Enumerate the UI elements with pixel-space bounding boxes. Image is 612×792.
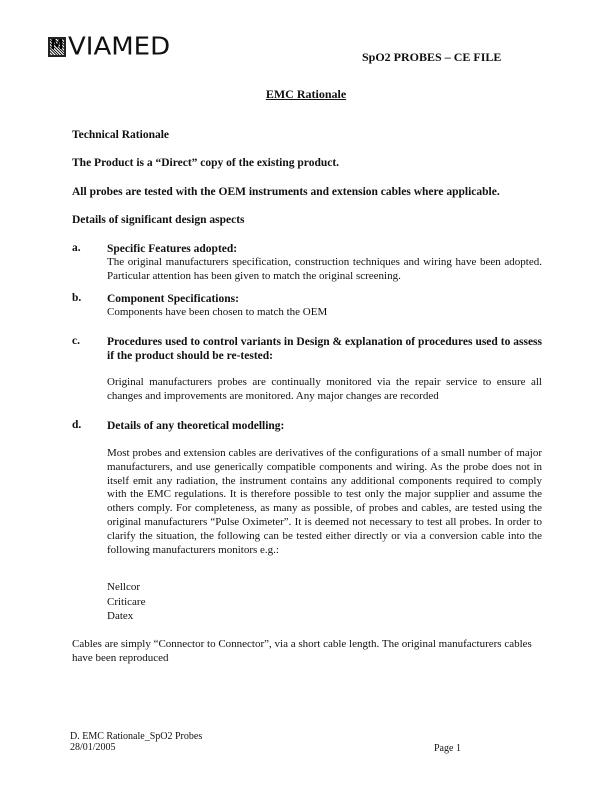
viamed-logo-icon: [48, 37, 66, 57]
item-b-heading: Component Specifications:: [107, 293, 239, 305]
manufacturer-item: Criticare: [107, 595, 146, 608]
manufacturer-list: [107, 580, 145, 624]
item-d-heading: Details of any theoretical modelling:: [107, 420, 285, 432]
footer-filename: D. EMC Rationale_SpO2 Probes: [70, 731, 203, 742]
statement-oem-testing: All probes are tested with the OEM instruments and extension cables where applicable.: [72, 186, 500, 198]
viamed-logo: [48, 34, 170, 60]
item-d-body: Most probes and extension cables are derivatives of the configurations of a small number of major manufacturers, and use generically compatible components and wiring. As the probe does not in itself emit any radiation, the instrument contains any additional components required to comply with the EMC regulations. It is therefore possible to test only the major supplier and assume the others comply. For completeness, as many as possible, of probes and cables, are tested using the original manufacturers “Pulse Oximeter”. It is deemed not necessary to test all probes. In order to clarify the situation, the following can be tested either directly or via a conversion cable into the following manufacturers monitors e.g.:: [107, 447, 542, 556]
header-title: SpO2 PROBES – CE FILE: [362, 50, 502, 64]
item-b-body: Components have been chosen to match the OEM: [107, 306, 328, 318]
item-d-letter: d.: [72, 419, 82, 431]
heading-technical-rationale: Technical Rationale: [72, 129, 170, 141]
logo-text: VIAMED: [68, 32, 171, 62]
footer-date: 28/01/2005: [70, 742, 116, 753]
closing-paragraph: Cables are simply “Connector to Connector”, via a short cable length. The original manufacturers cables have been reproduced: [72, 638, 532, 664]
item-c-body: Original manufacturers probes are continually monitored via the repair service to ensure all changes and improvements are monitored. Any major changes are recorded: [107, 376, 542, 402]
item-c-heading: Procedures used to control variants in Design & explanation of procedures used to assess if the product should be re-tested:: [107, 336, 542, 362]
statement-direct-copy: The Product is a “Direct” copy of the existing product.: [72, 157, 340, 169]
document-title: EMC Rationale: [265, 87, 347, 101]
item-a-letter: a.: [72, 242, 81, 254]
footer-page-number: Page 1: [434, 743, 461, 754]
item-a-body: The original manufacturers specification, construction techniques and wiring have been adopted. Particular attention has been given to match the original screening.: [107, 256, 542, 282]
item-b-letter: b.: [72, 292, 82, 304]
manufacturer-item: Nellcor: [107, 581, 140, 593]
manufacturer-item: Datex: [107, 610, 134, 622]
item-c-letter: c.: [72, 335, 80, 347]
heading-design-aspects: Details of significant design aspects: [72, 214, 245, 226]
item-a-heading: Specific Features adopted:: [107, 243, 238, 255]
